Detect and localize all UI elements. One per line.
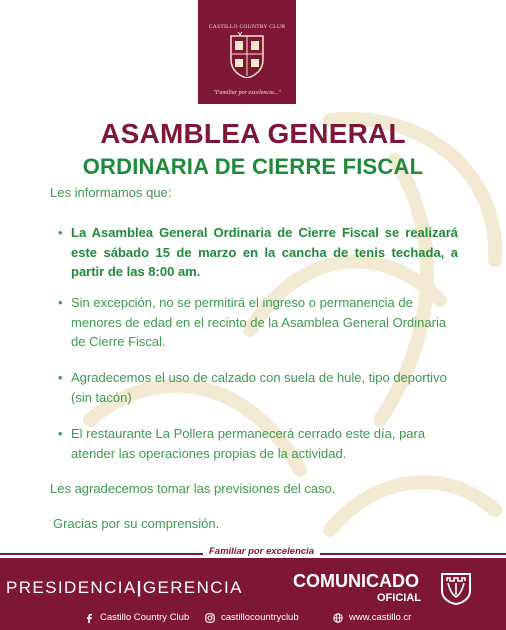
facebook-icon — [84, 613, 94, 623]
list-item — [58, 368, 458, 407]
gerencia-label: GERENCIA — [142, 578, 243, 597]
list-item-text: Sin excepción, no se permitirá el ingreso o permanencia de menores de edad en el recinto de la Asamblea General Ordinaria de Cierre Fiscal. — [71, 295, 447, 349]
logo-club-name: CASTILLO COUNTRY CLUB — [208, 24, 286, 30]
thanks-text: Gracias por su comprensión. — [53, 516, 220, 531]
castle-badge-icon — [439, 571, 473, 605]
globe-icon — [333, 613, 343, 623]
instagram-label: castillocountryclub — [221, 612, 299, 623]
presidencia-label: PRESIDENCIA — [6, 578, 137, 597]
comunicado-label: COMUNICADO — [293, 571, 419, 591]
castle-crest-icon — [229, 32, 265, 78]
closing-text: Les agradecemos tomar las previsiones del caso. — [50, 481, 336, 496]
list-item-text: Agradecemos el uso de calzado con suela de hule, tipo deportivo (sin tacón) — [71, 370, 447, 405]
facebook-label: Castillo Country Club — [100, 612, 190, 623]
footer-divider-label: Familiar por excelencia — [203, 546, 320, 557]
bullet-marker: • — [58, 370, 63, 385]
logo-tagline: "Familiar por excelencia..." — [213, 90, 281, 96]
intro-text: Les informamos que: — [50, 185, 172, 200]
instagram-icon — [205, 613, 215, 623]
page-title: ASAMBLEA GENERAL — [100, 118, 406, 149]
bullet-marker: • — [58, 225, 63, 240]
bullet-marker: • — [58, 426, 63, 441]
club-logo — [198, 0, 296, 104]
bullet-marker: • — [58, 295, 63, 310]
list-item — [58, 293, 458, 352]
oficial-label: OFICIAL — [377, 592, 421, 604]
list-item — [58, 424, 458, 463]
website-link[interactable] — [333, 612, 411, 623]
footer-department — [6, 578, 243, 598]
list-item-text: El restaurante La Pollera permanecerá cerrado este día, para atender las operaciones propias de la actividad. — [71, 426, 426, 461]
facebook-link[interactable] — [84, 612, 189, 623]
list-item-text: La Asamblea General Ordinaria de Cierre Fiscal se realizará este sábado 15 de marzo en la cancha de tenis techada, a partir de las 8:00 am. — [71, 225, 458, 279]
page-subtitle: ORDINARIA DE CIERRE FISCAL — [82, 154, 424, 179]
website-label: www.castillo.cr — [349, 612, 412, 623]
department-separator: | — [136, 578, 143, 597]
list-item — [58, 223, 458, 282]
instagram-link[interactable] — [205, 612, 299, 623]
